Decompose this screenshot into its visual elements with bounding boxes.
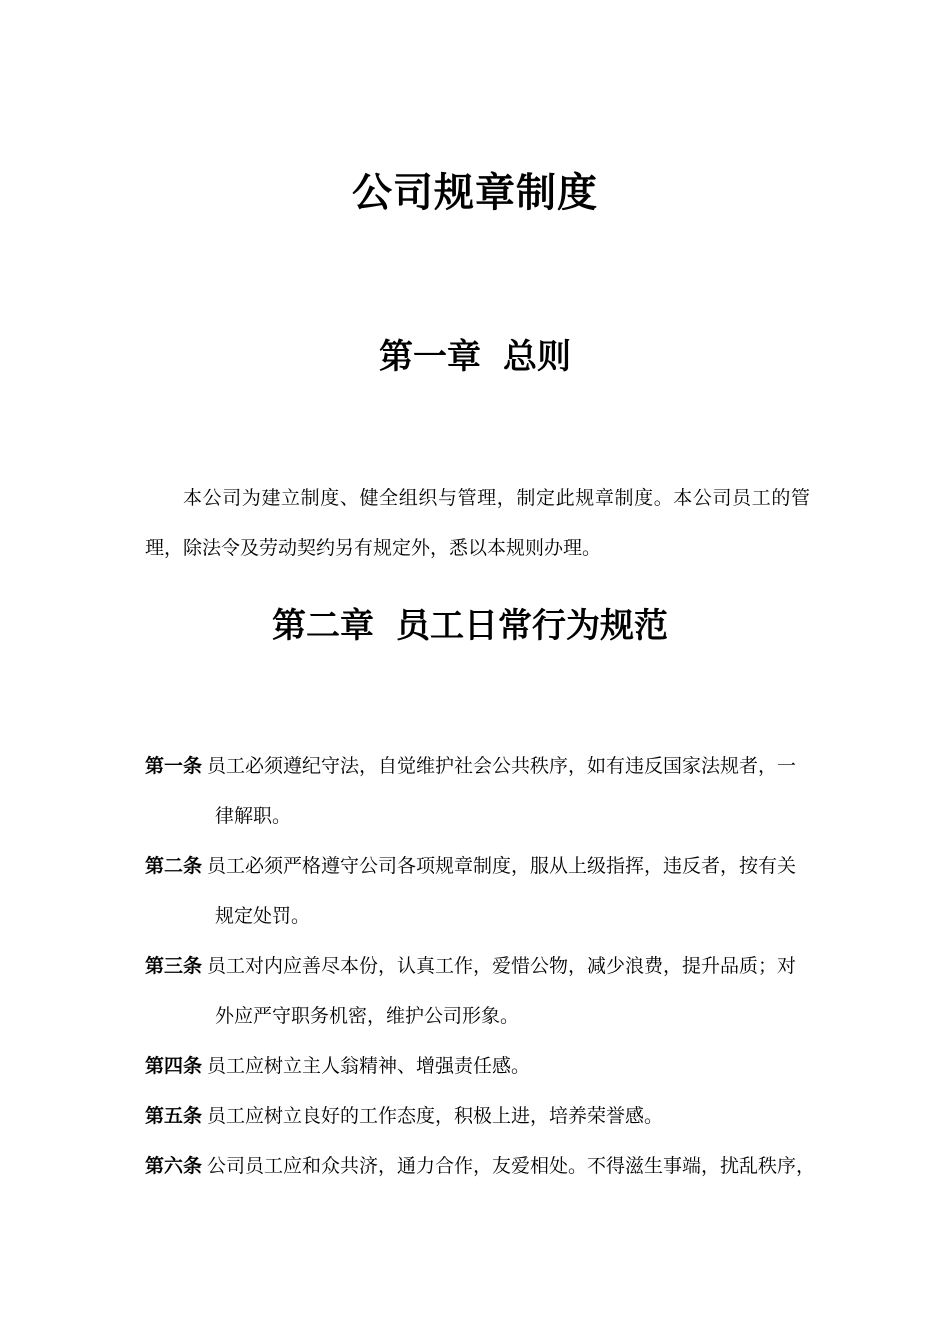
intro-paragraph: 本公司为建立制度、健全组织与管理，制定此规章制度。本公司员工的管理，除法令及劳动契约另有规定外，悉以本规则办理。 <box>145 487 810 559</box>
article-3 <box>145 941 810 1041</box>
chapter-heading-2 <box>0 603 945 649</box>
article-2 <box>145 841 810 941</box>
article-6 <box>145 1141 825 1191</box>
article-text: 员工应树立主人翁精神、增强责任感。 <box>207 1055 531 1077</box>
document-title: 公司规章制度 <box>352 170 598 216</box>
chapter-name: 员工日常行为规范 <box>396 606 668 646</box>
article-1 <box>145 741 810 841</box>
chapter-heading-1 <box>0 334 950 380</box>
chapter-label: 第二章 <box>272 606 374 646</box>
article-4 <box>145 1041 810 1091</box>
article-number: 第六条 <box>145 1155 203 1177</box>
article-number: 第五条 <box>145 1105 203 1127</box>
article-number: 第二条 <box>145 855 203 877</box>
article-number: 第一条 <box>145 755 203 777</box>
article-text: 员工对内应善尽本份，认真工作，爱惜公物，减少浪费，提升品质；对外应严守职务机密，维护公司形象。 <box>207 955 797 1027</box>
article-text: 员工必须严格遵守公司各项规章制度，服从上级指挥，违反者，按有关规定处罚。 <box>207 855 797 927</box>
article-number: 第四条 <box>145 1055 203 1077</box>
chapter-label: 第一章 <box>379 337 481 377</box>
article-text: 公司员工应和众共济，通力合作，友爱相处。不得滋生事端，扰乱秩序， <box>207 1155 816 1177</box>
article-text: 员工必须遵纪守法，自觉维护社会公共秩序，如有违反国家法规者，一律解职。 <box>207 755 797 827</box>
article-5 <box>145 1091 810 1141</box>
article-text: 员工应树立良好的工作态度，积极上进，培养荣誉感。 <box>207 1105 664 1127</box>
article-number: 第三条 <box>145 955 203 977</box>
chapter-name: 总则 <box>503 337 571 377</box>
